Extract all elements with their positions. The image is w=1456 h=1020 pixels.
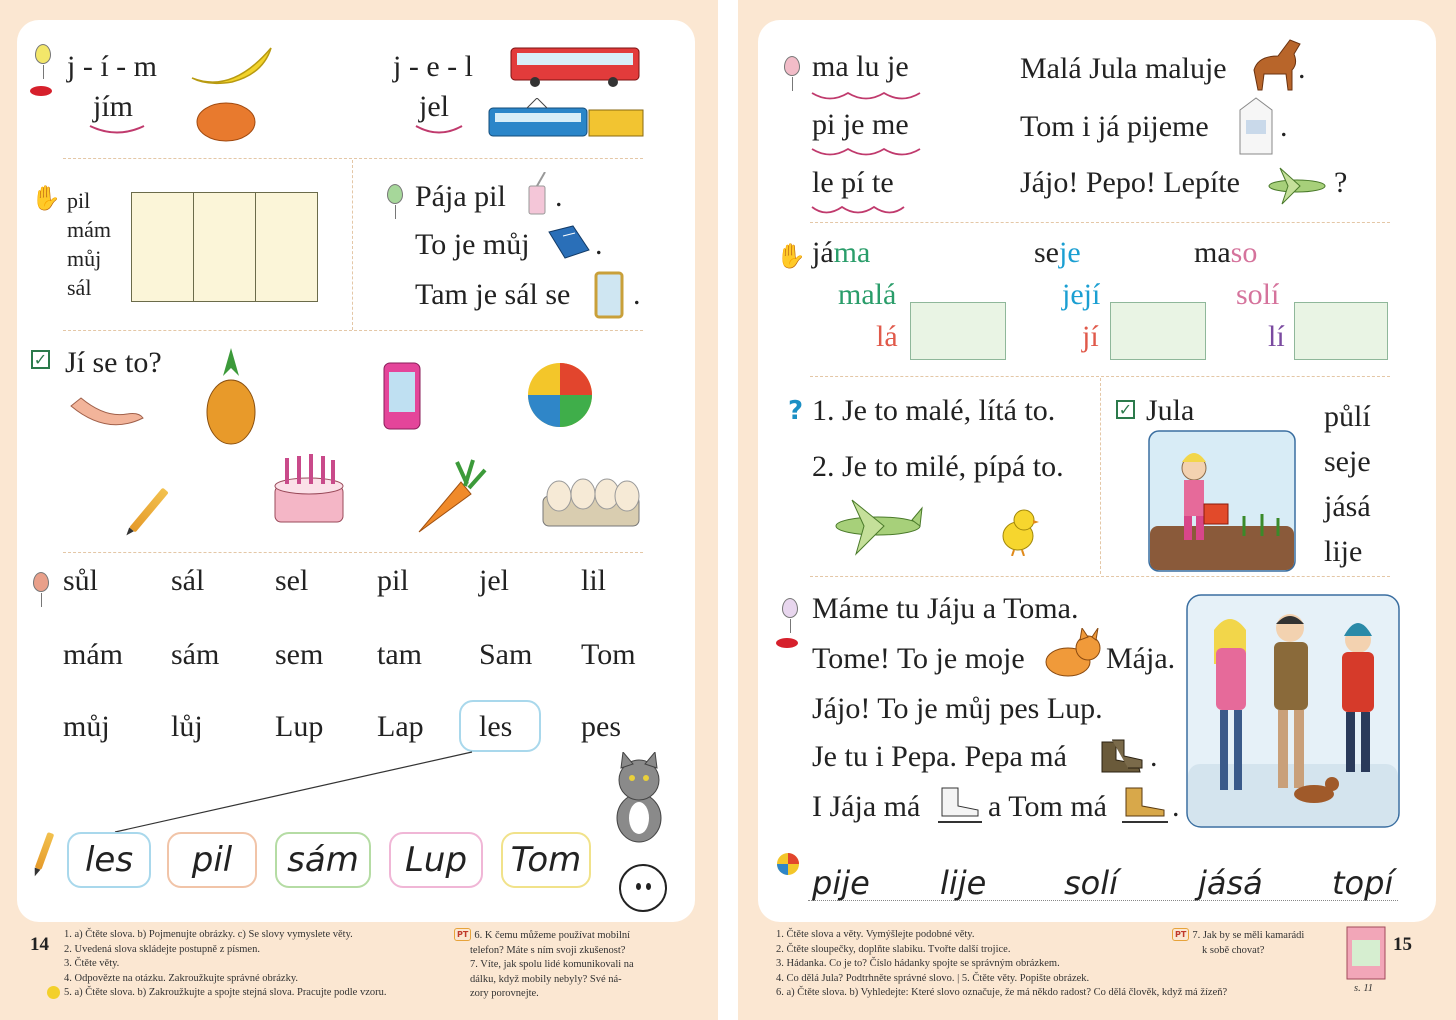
verb-jasa: jásá	[1324, 490, 1371, 523]
word: pil	[377, 564, 409, 597]
word-mam: mám	[67, 217, 111, 242]
divider	[810, 222, 1390, 223]
word-la: lá	[876, 320, 898, 353]
sentence-paja: Pája pil	[415, 180, 506, 213]
word-seje: seje	[1034, 236, 1081, 269]
word-mala: malá	[838, 278, 897, 311]
word-muj: můj	[67, 246, 102, 271]
smiley-mini-icon	[47, 986, 60, 999]
ball-icon	[776, 852, 800, 876]
word: sám	[171, 638, 220, 671]
instructions-left-2: PT 6. K čemu můžeme používat mobilní telefon? Máte s ním svoji zkušenost? 7. Víte, jak spolu lidé komunikovali na dálku, když mobily nebyly? Své ná- zory porovnejte.	[454, 928, 634, 1002]
instructions-left: 1. a) Čtěte slova. b) Pojmenujte obrázky. c) Se slovy vymyslete věty. 2. Uvedená slova skládejte postupně z písmen. 3. Čtěte věty. 4. Odpovězte na otázku. Zakroužkujte správné obrázky. 5. a) Čtěte slova. b) Zakroužkujte a spojte stejná slova. Pracujte podle vzoru.	[64, 929, 387, 998]
pt-badge: PT	[1172, 928, 1189, 941]
word-ji: jí	[1082, 320, 1099, 353]
word: lůj	[171, 710, 203, 743]
word-pil: pil	[67, 188, 91, 213]
airplane-image	[830, 496, 926, 558]
syllables-maluje: ma lu je	[812, 50, 909, 83]
end-question: ?	[1334, 166, 1348, 199]
hand-icon: ✋	[776, 242, 806, 270]
story-line-4b: .	[1150, 740, 1158, 773]
verb-lije: lije	[1324, 535, 1363, 568]
arc-underline	[810, 146, 922, 160]
story-line-5c: .	[1172, 790, 1180, 823]
answer-box-pil[interactable]: pil	[167, 832, 257, 888]
word-jama: jáma	[812, 236, 871, 269]
word: lil	[581, 564, 607, 597]
skates-image	[936, 784, 986, 828]
book-thumbnail-image	[1346, 926, 1386, 980]
word-soli: solí	[1236, 278, 1280, 311]
word: sel	[275, 564, 309, 597]
word: sem	[275, 638, 324, 671]
children-winter-image	[1186, 594, 1400, 828]
story-line-5b: a Tom má	[988, 790, 1107, 823]
answer-box-lup[interactable]: Lup	[389, 832, 483, 888]
arc-underline	[810, 204, 906, 218]
question-icon: ?	[788, 396, 804, 426]
plane-model-image	[1264, 164, 1330, 206]
hiking-boots-image	[1098, 736, 1144, 776]
word: Sam	[479, 638, 533, 671]
practice-word: jásá	[1198, 864, 1263, 902]
smiley-icon	[619, 864, 667, 912]
balloon-icon	[784, 56, 800, 76]
sentence-tom: Tom i já pijeme	[1020, 110, 1209, 143]
checkbox-icon: ✓	[31, 350, 50, 369]
balloon-icon	[782, 598, 798, 618]
verb-puli: půlí	[1324, 400, 1371, 433]
instructions-right-2: PT 7. Jak by se měli kamarádi k sobě chovat?	[1172, 928, 1304, 958]
word-li: lí	[1268, 320, 1285, 353]
word: Tom	[581, 638, 636, 671]
riddle-2: 2. Je to milé, pípá to.	[812, 450, 1064, 483]
word: jel	[479, 564, 509, 597]
verb-list	[1324, 394, 1371, 574]
lips-icon	[776, 638, 798, 648]
answer-box-les[interactable]: les	[67, 832, 151, 888]
cat-image	[603, 752, 675, 846]
story-line-4a: Je tu i Pepa. Pepa má	[812, 740, 1067, 773]
answer-box-tom[interactable]: Tom	[501, 832, 591, 888]
word: sál	[171, 564, 205, 597]
period: .	[633, 278, 641, 311]
period: .	[595, 228, 603, 261]
period: .	[555, 180, 563, 213]
sentence-lepite: Jájo! Pepo! Lepíte	[1020, 166, 1240, 199]
divider	[1100, 378, 1101, 574]
page-number: 14	[30, 934, 49, 955]
story-line-2b: Mája.	[1106, 642, 1176, 675]
practice-word: pije	[812, 864, 870, 902]
story-line-2a: Tome! To je moje	[812, 642, 1025, 675]
syllable-box[interactable]	[1110, 302, 1206, 360]
word-circled: les	[479, 710, 513, 743]
story-line-1: Máme tu Jáju a Toma.	[812, 592, 1079, 625]
arc-underline	[810, 90, 922, 104]
practice-word: topí	[1332, 864, 1394, 902]
end-period: .	[1280, 110, 1288, 143]
book-reference: s. 11	[1354, 983, 1374, 994]
sentence-sal: Tam je sál se	[415, 278, 571, 311]
practice-word: solí	[1064, 864, 1119, 902]
word-sal: sál	[67, 275, 92, 300]
syllable-box[interactable]	[910, 302, 1006, 360]
page-gutter	[718, 0, 738, 1020]
milk-image	[1234, 96, 1278, 158]
verb-seje: seje	[1324, 445, 1371, 478]
word-jel: jel	[419, 90, 449, 123]
sentence-muj: To je můj	[415, 228, 530, 261]
hand-icon: ✋	[31, 184, 61, 212]
letters-jel: j - e - l	[393, 50, 473, 83]
word-jeji: její	[1062, 278, 1101, 311]
letters-jim: j - í - m	[67, 50, 157, 83]
word: mám	[63, 638, 123, 671]
word: pes	[581, 710, 621, 743]
chick-image	[998, 506, 1040, 556]
word: Lap	[377, 710, 424, 743]
instructions-right: 1. Čtěte slova a věty. Vymýšlejte podobné věty. 2. Čtěte sloupečky, doplňte slabiku. Tvořte další trojice. 3. Hádanka. Co je to? Číslo hádanky spojte se správným obrázkem. 4. Co dělá Jula? Podtrhněte správné slovo. | 5. Čtěte věty. Popište obrázek. 6. a) Čtěte slova. b) Vyhledejte: Které slovo označuje, že má někdo radost? Co dělá člověk, když má žízeň?	[776, 929, 1228, 998]
divider	[810, 376, 1390, 377]
left-page	[17, 20, 695, 922]
end-period: .	[1298, 52, 1306, 85]
answer-box-sam[interactable]: sám	[275, 832, 371, 888]
syllable-box[interactable]	[1294, 302, 1388, 360]
riddle-1: 1. Je to malé, lítá to.	[812, 394, 1056, 427]
word: Lup	[275, 710, 324, 743]
syllables-lepite: le pí te	[812, 166, 894, 199]
hockey-skates-image	[1120, 784, 1172, 828]
pt-badge: PT	[454, 928, 471, 941]
right-page	[758, 20, 1436, 922]
syllables-pijeme: pi je me	[812, 108, 909, 141]
sentence-jula: Malá Jula maluje	[1020, 52, 1227, 85]
story-line-5a: I Jája má	[812, 790, 921, 823]
divider	[810, 576, 1390, 577]
question-ji-se-to: Jí se to?	[65, 346, 162, 379]
practice-word: lije	[940, 864, 987, 902]
name-jula: Jula	[1146, 394, 1195, 427]
word: můj	[63, 710, 110, 743]
checkbox-icon: ✓	[1116, 400, 1135, 419]
word: tam	[377, 638, 422, 671]
word-jim: jím	[93, 90, 134, 123]
connector-line	[17, 20, 695, 922]
garden-image	[1148, 430, 1296, 572]
page-number: 15	[1393, 934, 1412, 955]
word-maso: maso	[1194, 236, 1258, 269]
word: sůl	[63, 564, 99, 597]
story-line-3: Jájo! To je můj pes Lup.	[812, 692, 1103, 725]
cat-orange-image	[1042, 628, 1104, 680]
